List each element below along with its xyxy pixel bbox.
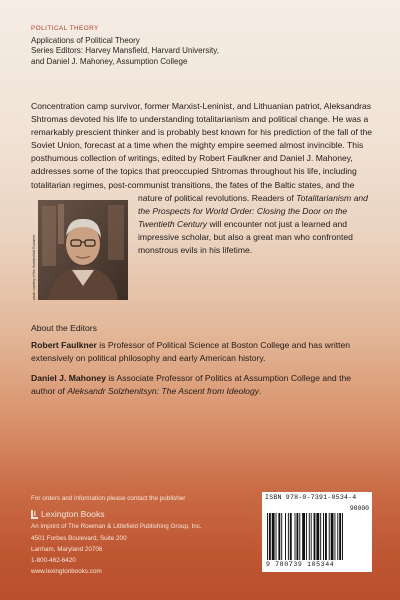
category-label: POLITICAL THEORY — [31, 25, 99, 32]
series-line: and Daniel J. Mahoney, Assumption College — [31, 56, 188, 66]
book-title: Totalitarianism and the Prospects for World Order: Closing the Door on the Twentieth Century — [138, 192, 368, 229]
editor-text-end: . — [259, 386, 262, 397]
publisher-line: www.lexingtonbooks.com — [31, 568, 102, 576]
barcode-bar — [323, 513, 324, 560]
photo-credit-text: photo courtesy of the Huddersfield Examiner — [32, 234, 36, 300]
barcode-bar — [295, 513, 296, 560]
barcode-bar — [276, 513, 277, 560]
orders-note: For orders and information please contact the publisher — [31, 495, 186, 502]
publisher-brand — [31, 509, 202, 520]
description-part-1: Concentration camp survivor, former Marxist-Leninist, and Lithuanian patriot, Aleksandras Shtromas devoted his life to understanding totalitarianism and political change. He was a remarkably prescient thinker and is probably best known for his prediction of the fall of the Soviet Union, forecast at a time when the mighty empire seemed almost invincible. This posthumous collection of writings, edited by Robert Faulkner and Daniel J. Mahoney, addresses some of the topics that preoccupied Shtromas throughout his life, including totalitarian regimes, post-communist transitions, the fates of the Baltic states, and the nature of political revolutions. Readers of — [31, 101, 373, 203]
editor-bio — [31, 372, 371, 398]
barcode-bar — [278, 513, 280, 560]
price-code: 90000 — [349, 505, 369, 512]
barcode-bar — [342, 513, 343, 560]
publisher-line: 1-800-462-6420 — [31, 557, 76, 565]
editor-name: Daniel J. Mahoney — [31, 373, 106, 383]
lexington-logo-icon — [31, 510, 38, 519]
publisher-name: Lexington Books — [41, 509, 105, 519]
barcode-bar — [302, 513, 305, 560]
barcode-bar — [285, 513, 286, 560]
series-line: Applications of Political Theory — [31, 36, 140, 45]
isbn-label: ISBN 978-0-7391-0534-4 — [265, 494, 357, 501]
publisher-line: An imprint of The Rowman & Littlefield Publishing Group, Inc. — [31, 523, 202, 531]
barcode-bar — [299, 513, 300, 560]
barcode-bar — [329, 513, 330, 560]
barcode-bar — [331, 513, 334, 560]
editor-text: is Professor of Political Science at Boston College and has written extensively on political philosophy and early American history. — [31, 340, 351, 364]
photo-credit — [29, 200, 37, 300]
barcode-bar — [316, 513, 319, 560]
author-photo-image — [38, 200, 128, 300]
barcode-bar — [334, 513, 335, 560]
barcode-bar — [339, 513, 341, 560]
barcode-box — [262, 492, 372, 572]
barcode-bar — [320, 513, 321, 560]
barcode-bar — [290, 513, 292, 560]
barcode-bar — [269, 513, 271, 560]
about-heading: About the Editors — [31, 323, 97, 333]
barcode-bar — [337, 513, 338, 560]
editor-text: is Associate Professor of Politics at Assumption College and the author of — [31, 373, 352, 397]
barcode-bar — [296, 513, 298, 560]
author-photo — [32, 200, 128, 300]
publisher-info — [31, 509, 202, 578]
barcode-number: 9 780739 105344 — [266, 561, 335, 568]
barcode-bar — [314, 513, 316, 560]
barcode-bar — [325, 513, 327, 560]
editor-bio — [31, 339, 371, 365]
barcode-bar — [272, 513, 275, 560]
series-info — [31, 36, 219, 67]
barcode-bar — [306, 513, 307, 560]
barcode-bars — [267, 513, 367, 560]
barcode-bar — [309, 513, 310, 560]
barcode-bar — [288, 513, 289, 560]
description-part-2: will encounter not just a learned and impressive scholar, but also a great man who confronted monstrous evils in his lifetime. — [138, 218, 353, 256]
barcode-bar — [267, 513, 268, 560]
editor-name: Robert Faulkner — [31, 340, 97, 350]
editor-book-title: Aleksandr Solzhenitsyn: The Ascent from Ideology — [67, 386, 260, 397]
description — [31, 100, 373, 304]
series-line: Series Editors: Harvey Mansfield, Harvard University, — [31, 46, 219, 56]
publisher-line: Lanham, Maryland 20706 — [31, 545, 103, 553]
publisher-line: 4501 Forbes Boulevard, Suite 200 — [31, 534, 127, 542]
barcode-bar — [281, 513, 282, 560]
barcode-bar — [311, 513, 312, 560]
